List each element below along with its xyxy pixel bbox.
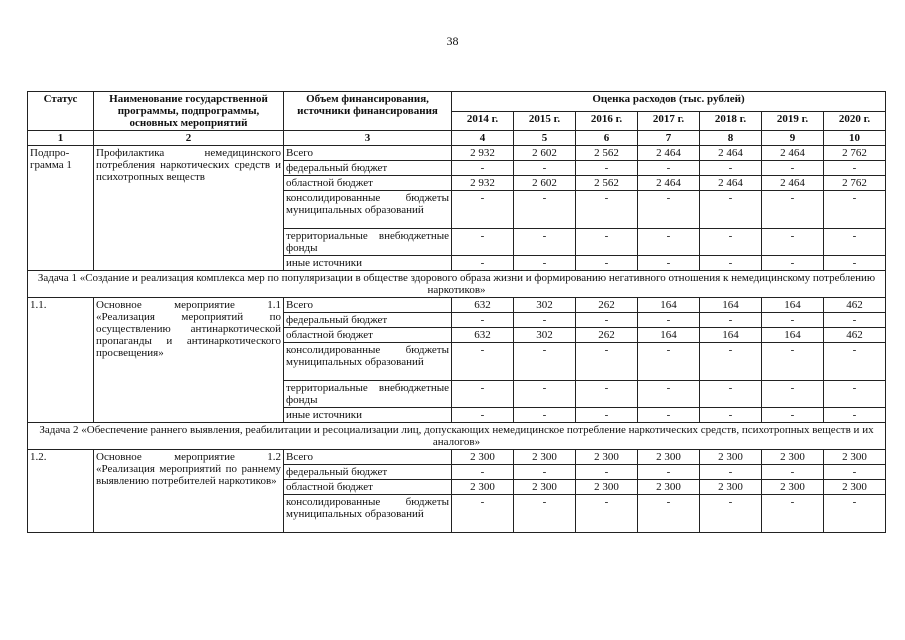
value-cell: - [576, 381, 638, 408]
value-cell: - [700, 495, 762, 533]
value-cell: 2 300 [576, 450, 638, 465]
value-cell: 2 464 [700, 176, 762, 191]
value-cell: - [452, 313, 514, 328]
data-row [28, 146, 886, 161]
value-cell: - [452, 191, 514, 229]
value-cell: 2 562 [576, 176, 638, 191]
value-cell: - [762, 465, 824, 480]
value-cell: - [762, 256, 824, 271]
header-financing: Объем финансирования, источники финансирования [284, 92, 452, 131]
value-cell: - [762, 229, 824, 256]
page-number: 38 [446, 34, 459, 48]
value-cell: 2 762 [824, 146, 886, 161]
value-cell: - [638, 408, 700, 423]
header-year: 2016 г. [576, 111, 638, 131]
value-cell: 2 602 [514, 146, 576, 161]
source-name: консолидированные бюджеты муниципальных образований [284, 495, 452, 533]
task-text: Задача 1 «Создание и реализация комплекса мер по популяризации в обществе здорового образа жизни и формированию негативного отношения к немедицинскому потреблению наркотиков» [28, 271, 886, 298]
value-cell: - [762, 408, 824, 423]
value-cell: - [452, 256, 514, 271]
value-cell: - [576, 229, 638, 256]
value-cell: - [452, 343, 514, 381]
column-number: 9 [762, 131, 824, 146]
value-cell: 2 300 [514, 450, 576, 465]
value-cell: 262 [576, 298, 638, 313]
value-cell: - [576, 313, 638, 328]
value-cell: - [514, 256, 576, 271]
value-cell: - [514, 161, 576, 176]
value-cell: 302 [514, 298, 576, 313]
value-cell: 164 [700, 328, 762, 343]
column-number: 5 [514, 131, 576, 146]
value-cell: 2 300 [762, 450, 824, 465]
value-cell: - [638, 161, 700, 176]
source-name: областной бюджет [284, 328, 452, 343]
column-number: 7 [638, 131, 700, 146]
value-cell: - [700, 465, 762, 480]
value-cell: 164 [762, 298, 824, 313]
value-cell: - [514, 495, 576, 533]
value-cell: 2 300 [452, 450, 514, 465]
value-cell: - [514, 229, 576, 256]
value-cell: 2 932 [452, 176, 514, 191]
value-cell: 2 464 [638, 176, 700, 191]
column-number: 10 [824, 131, 886, 146]
source-name: федеральный бюджет [284, 313, 452, 328]
value-cell: - [762, 495, 824, 533]
task-row [28, 423, 886, 450]
column-number: 3 [284, 131, 452, 146]
value-cell: - [762, 313, 824, 328]
value-cell: 2 464 [762, 146, 824, 161]
value-cell: - [638, 495, 700, 533]
task-text: Задача 2 «Обеспечение раннего выявления, реабилитации и ресоциализации лиц, допускающих немедицинское потребление наркотических средств, психотропных веществ и их аналогов» [28, 423, 886, 450]
source-name: иные источники [284, 256, 452, 271]
value-cell: 2 300 [824, 450, 886, 465]
header-year: 2014 г. [452, 111, 514, 131]
value-cell: - [514, 343, 576, 381]
value-cell: - [824, 408, 886, 423]
source-name: консолидированные бюджеты муниципальных образований [284, 343, 452, 381]
value-cell: - [824, 465, 886, 480]
value-cell: - [638, 381, 700, 408]
value-cell: - [638, 343, 700, 381]
value-cell: - [824, 343, 886, 381]
column-number: 1 [28, 131, 94, 146]
value-cell: - [762, 191, 824, 229]
value-cell: - [700, 343, 762, 381]
value-cell: - [576, 408, 638, 423]
value-cell: - [452, 229, 514, 256]
value-cell: - [576, 343, 638, 381]
value-cell: - [824, 313, 886, 328]
source-name: федеральный бюджет [284, 161, 452, 176]
source-name: Всего [284, 298, 452, 313]
value-cell: 2 300 [700, 480, 762, 495]
value-cell: - [514, 313, 576, 328]
value-cell: 2 300 [762, 480, 824, 495]
value-cell: - [824, 229, 886, 256]
value-cell: - [824, 381, 886, 408]
value-cell: 164 [638, 298, 700, 313]
header-status: Статус [28, 92, 94, 131]
source-name: областной бюджет [284, 480, 452, 495]
value-cell: 2 300 [700, 450, 762, 465]
value-cell: - [576, 161, 638, 176]
value-cell: - [700, 313, 762, 328]
value-cell: - [452, 495, 514, 533]
value-cell: 632 [452, 328, 514, 343]
program-name: Основное мероприятие 1.1 «Реализация мероприятий по осуществлению антинаркотической пропаганды и антинаркотического просвещения» [94, 298, 284, 423]
value-cell: 2 300 [638, 480, 700, 495]
value-cell: 2 300 [824, 480, 886, 495]
value-cell: - [700, 381, 762, 408]
value-cell: 2 602 [514, 176, 576, 191]
value-cell: 302 [514, 328, 576, 343]
value-cell: 164 [762, 328, 824, 343]
value-cell: - [762, 381, 824, 408]
value-cell: - [576, 191, 638, 229]
column-number: 8 [700, 131, 762, 146]
program-name: Основное мероприятие 1.2 «Реализация мероприятий по раннему выявлению потребителей наркотиков» [94, 450, 284, 533]
budget-table [27, 91, 886, 533]
value-cell: - [824, 256, 886, 271]
header-year: 2020 г. [824, 111, 886, 131]
value-cell: 462 [824, 328, 886, 343]
value-cell: - [638, 191, 700, 229]
source-name: Всего [284, 146, 452, 161]
data-row [28, 450, 886, 465]
value-cell: - [824, 495, 886, 533]
status-cell: 1.1. [28, 298, 94, 423]
column-number: 4 [452, 131, 514, 146]
value-cell: 2 762 [824, 176, 886, 191]
header-year: 2019 г. [762, 111, 824, 131]
value-cell: - [452, 161, 514, 176]
source-name: территориальные внебюджетные фонды [284, 381, 452, 408]
value-cell: - [514, 408, 576, 423]
value-cell: 462 [824, 298, 886, 313]
value-cell: - [514, 381, 576, 408]
status-cell: Подпро-грамма 1 [28, 146, 94, 271]
column-number-row [28, 131, 886, 146]
value-cell: 2 300 [576, 480, 638, 495]
value-cell: - [762, 343, 824, 381]
value-cell: - [452, 408, 514, 423]
source-name: федеральный бюджет [284, 465, 452, 480]
value-cell: - [824, 191, 886, 229]
header-row-1 [28, 92, 886, 112]
value-cell: 2 300 [514, 480, 576, 495]
value-cell: - [452, 381, 514, 408]
value-cell: - [700, 161, 762, 176]
value-cell: - [452, 465, 514, 480]
value-cell: 2 562 [576, 146, 638, 161]
value-cell: - [700, 229, 762, 256]
value-cell: 632 [452, 298, 514, 313]
value-cell: 2 464 [762, 176, 824, 191]
value-cell: - [824, 161, 886, 176]
column-number: 2 [94, 131, 284, 146]
value-cell: - [514, 465, 576, 480]
value-cell: - [576, 495, 638, 533]
value-cell: - [700, 408, 762, 423]
value-cell: - [638, 313, 700, 328]
value-cell: 2 932 [452, 146, 514, 161]
header-year: 2017 г. [638, 111, 700, 131]
value-cell: 164 [638, 328, 700, 343]
value-cell: 2 300 [452, 480, 514, 495]
header-estimate: Оценка расходов (тыс. рублей) [452, 92, 886, 112]
value-cell: - [762, 161, 824, 176]
value-cell: - [700, 191, 762, 229]
value-cell: - [700, 256, 762, 271]
task-row [28, 271, 886, 298]
source-name: консолидированные бюджеты муниципальных образований [284, 191, 452, 229]
source-name: Всего [284, 450, 452, 465]
value-cell: - [638, 465, 700, 480]
value-cell: - [638, 229, 700, 256]
column-number: 6 [576, 131, 638, 146]
source-name: территориальные внебюджетные фонды [284, 229, 452, 256]
value-cell: - [638, 256, 700, 271]
header-year: 2018 г. [700, 111, 762, 131]
header-name: Наименование государственной программы, подпрограммы, основных мероприятий [94, 92, 284, 131]
program-name: Профилактика немедицинского потребления наркотических средств и психотропных веществ [94, 146, 284, 271]
header-year: 2015 г. [514, 111, 576, 131]
value-cell: 2 464 [638, 146, 700, 161]
value-cell: - [576, 465, 638, 480]
value-cell: 262 [576, 328, 638, 343]
value-cell: - [576, 256, 638, 271]
data-row [28, 298, 886, 313]
value-cell: 2 464 [700, 146, 762, 161]
value-cell: 164 [700, 298, 762, 313]
source-name: областной бюджет [284, 176, 452, 191]
value-cell: 2 300 [638, 450, 700, 465]
status-cell: 1.2. [28, 450, 94, 533]
source-name: иные источники [284, 408, 452, 423]
value-cell: - [514, 191, 576, 229]
